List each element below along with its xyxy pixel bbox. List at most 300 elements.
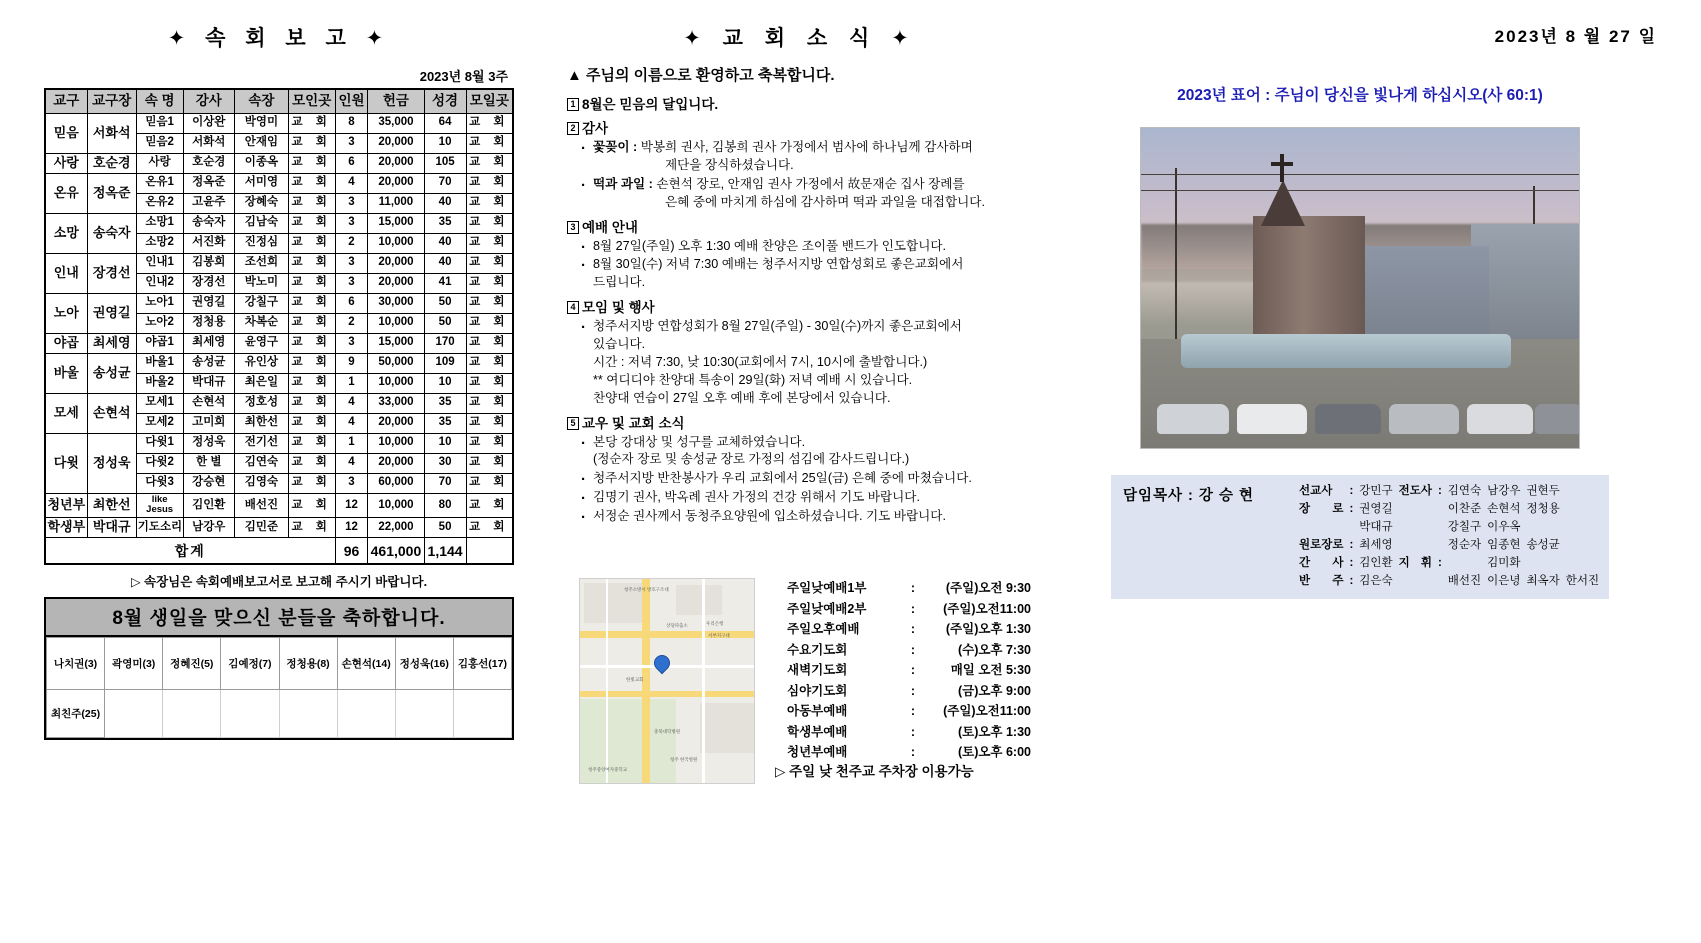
staff-colon-left: : (1349, 557, 1354, 569)
cell-next-place: 교 회 (466, 173, 513, 193)
cell-bible: 30 (424, 453, 466, 473)
cell-head: 박영미 (235, 113, 289, 133)
staff-role-right (1399, 518, 1438, 536)
parking-note: ▷ 주일 낮 천주교 주차장 이용가능 (775, 764, 974, 779)
table-row (45, 518, 513, 538)
col-header-2: 속 명 (136, 89, 183, 113)
table-row (45, 353, 513, 373)
cell-teacher: 정성욱 (183, 433, 234, 453)
cell-people: 2 (335, 233, 368, 253)
news-item-text: 본당 강대상 및 성구를 교체하였습니다. (593, 434, 806, 449)
cell-place: 교 회 (288, 433, 335, 453)
meeting-report-table (44, 88, 514, 565)
staff-name: 강민구 (1359, 485, 1393, 497)
cell-people: 6 (335, 153, 368, 173)
staff-name: 송성균 (1526, 539, 1560, 551)
cell-next-place: 교 회 (466, 413, 513, 433)
district-leader: 손현석 (87, 393, 136, 433)
cell-offering: 10,000 (368, 433, 424, 453)
cell-head: 안재임 (235, 133, 289, 153)
staff-row (1299, 572, 1605, 590)
cell-name: 기도소리 (136, 518, 183, 538)
district-leader: 정옥준 (87, 173, 136, 213)
col-header-1: 교구장 (87, 89, 136, 113)
cell-head: 진정심 (235, 233, 289, 253)
cell-teacher: 고미희 (183, 413, 234, 433)
cell-teacher: 강승현 (183, 473, 234, 493)
cell-teacher: 박대규 (183, 373, 234, 393)
cell-name: 노아2 (136, 313, 183, 333)
table-row (45, 173, 513, 193)
week-label: 2023년 8월 3주 (419, 69, 508, 84)
news-item-text: 김명기 권사, 박옥례 권사 가정의 건강 위해서 기도 바랍니다. (593, 490, 920, 505)
cell-teacher: 이상완 (183, 113, 234, 133)
year-motto: 2023년 표어 : 주님이 당신을 빛나게 하십시오(사 60:1) (1177, 87, 1543, 104)
cell-head: 유인상 (235, 353, 289, 373)
schedule-row (787, 599, 1031, 620)
district-name: 인내 (45, 253, 87, 293)
church-news-column (565, 22, 1035, 528)
section-heading-text: 8월은 믿음의 달입니다. (582, 97, 719, 112)
map-and-schedule-row (565, 570, 1035, 780)
cell-name: 다윗1 (136, 433, 183, 453)
schedule-row (787, 578, 1031, 599)
district-leader: 박대규 (87, 518, 136, 538)
news-item-extra: 찬양대 연습이 27일 오후 예배 후에 본당에서 있습니다. (593, 390, 891, 405)
cell-name: 온유2 (136, 193, 183, 213)
col-header-9: 모일곳 (466, 89, 513, 113)
schedule-colon: : (910, 704, 916, 718)
section-heading-text: 예배 안내 (582, 219, 638, 235)
cell-place: 교 회 (288, 413, 335, 433)
cell-offering: 20,000 (368, 453, 424, 473)
cell-people: 3 (335, 273, 368, 293)
cell-next-place: 교 회 (466, 518, 513, 538)
cell-people: 3 (335, 333, 368, 353)
cell-place: 교 회 (288, 453, 335, 473)
cell-name: 사랑 (136, 153, 183, 173)
cell-place: 교 회 (288, 333, 335, 353)
cell-offering: 30,000 (368, 293, 424, 313)
district-name: 모세 (45, 393, 87, 433)
cell-teacher: 송성균 (183, 353, 234, 373)
birthday-cell-empty (221, 689, 279, 737)
news-item-list (565, 318, 1035, 407)
total-people: 96 (335, 538, 368, 564)
cell-next-place: 교 회 (466, 273, 513, 293)
staff-colon-right (1438, 536, 1448, 554)
cell-next-place: 교 회 (466, 213, 513, 233)
district-name: 믿음 (45, 113, 87, 153)
schedule-time: (토)오후 6:00 (957, 745, 1031, 759)
col-header-4: 속장 (235, 89, 289, 113)
district-name: 바울 (45, 353, 87, 393)
cell-people: 12 (335, 518, 368, 538)
cell-offering: 20,000 (368, 253, 424, 273)
staff-role-right: 전도사 (1398, 485, 1432, 497)
cell-offering: 15,000 (368, 213, 424, 233)
cell-offering: 15,000 (368, 333, 424, 353)
schedule-service-name: 주일낮예배2부 (787, 601, 867, 616)
church-location-map[interactable]: 청주소방서 방호구조대 상당파출소 우리은행 서부지구대 한빛교회 충북대학병원 청주 한국병원 청주중앙여자중학교 (579, 578, 755, 784)
staff-name: 강칠구 (1447, 521, 1482, 533)
report-note: ▷ 속장님은 속회예배보고서로 보고해 주시기 바랍니다. (130, 574, 428, 589)
staff-name (1566, 536, 1605, 554)
cell-name: 바울1 (136, 353, 183, 373)
cell-offering: 20,000 (368, 153, 424, 173)
cell-bible: 50 (424, 313, 466, 333)
section-number-box: 4 (567, 301, 579, 314)
schedule-colon: : (910, 581, 916, 595)
cell-people: 6 (335, 293, 368, 313)
cell-offering: 50,000 (368, 353, 424, 373)
cell-place: 교 회 (288, 273, 335, 293)
cell-next-place: 교 회 (466, 253, 513, 273)
table-header-row (45, 89, 513, 113)
news-item-text: 청주서지방 연합성회가 8월 27일(주일) - 30일(수)까지 좋은교회에서 (593, 319, 962, 334)
cell-people: 3 (335, 133, 368, 153)
staff-name: 정청용 (1526, 503, 1560, 515)
cell-head: 장혜숙 (235, 193, 289, 213)
cell-next-place: 교 회 (466, 153, 513, 173)
cell-head: 김남숙 (235, 213, 289, 233)
table-row (45, 393, 513, 413)
schedule-row (787, 722, 1031, 743)
cell-people: 3 (335, 193, 368, 213)
col-header-7: 헌금 (368, 89, 424, 113)
cell-name: 인내2 (136, 273, 183, 293)
cell-offering: 10,000 (368, 493, 424, 518)
cell-teacher: 김인환 (183, 493, 234, 518)
staff-colon-right: : (1437, 485, 1442, 497)
birthday-cell-empty (163, 689, 221, 737)
cell-head: 김연숙 (235, 453, 289, 473)
schedule-service-name: 아동부예배 (787, 704, 848, 718)
news-item-continuation: 제단을 장식하셨습니다. (665, 157, 794, 172)
news-item-text: 박봉희 권사, 김봉희 권사 가정에서 범사에 하나님께 감사하며 (637, 140, 973, 154)
birthday-cell: 김홍선(17) (453, 637, 511, 689)
cell-bible: 80 (424, 493, 466, 518)
map-pin-icon (651, 652, 674, 675)
news-item-continuation: 드립니다. (593, 275, 646, 290)
news-section-heading (567, 93, 1035, 113)
section-number-box: 2 (567, 122, 579, 135)
staff-colon-left: : (1349, 575, 1354, 587)
cell-bible: 35 (424, 213, 466, 233)
cell-people: 4 (335, 413, 368, 433)
cell-place: 교 회 (288, 518, 335, 538)
cell-bible: 10 (424, 373, 466, 393)
cell-teacher: 한 별 (183, 453, 234, 473)
staff-name: 박대규 (1359, 521, 1393, 533)
staff-name (1526, 518, 1565, 536)
section-heading-text: 모임 및 행사 (582, 300, 655, 316)
cell-next-place: 교 회 (466, 313, 513, 333)
birthday-header: 8월 생일을 맞으신 분들을 축하합니다. (46, 599, 512, 637)
district-leader: 서화석 (87, 113, 136, 153)
cell-place: 교 회 (288, 173, 335, 193)
cell-bible: 50 (424, 293, 466, 313)
news-item-continuation: (정순자 장로 및 송성균 장로 가정의 섬김에 감사드립니다.) (593, 452, 910, 467)
cell-bible: 40 (424, 233, 466, 253)
news-item-extra: ** 여디디야 찬양대 특송이 29일(화) 저녁 예배 시 있습니다. (593, 372, 913, 387)
cell-bible: 109 (424, 353, 466, 373)
right-column (1055, 22, 1665, 599)
cell-next-place: 교 회 (466, 293, 513, 313)
cell-people: 3 (335, 473, 368, 493)
cell-head: 서미영 (235, 173, 289, 193)
cell-teacher: 정청용 (183, 313, 234, 333)
schedule-row (787, 660, 1031, 681)
staff-name (1526, 554, 1565, 572)
news-item-text: 손현석 장로, 안재임 권사 가정에서 故문재순 집사 장례를 (652, 176, 965, 191)
staff-name (1566, 554, 1605, 572)
birthday-cell: 곽영미(3) (105, 637, 163, 689)
cell-bible: 105 (424, 153, 466, 173)
schedule-row (787, 701, 1031, 722)
birthday-cell: 정성욱(16) (395, 637, 453, 689)
birthday-cell-empty (337, 689, 395, 737)
district-leader: 송성균 (87, 353, 136, 393)
cell-next-place: 교 회 (466, 233, 513, 253)
staff-role-left: 장 로 (1299, 503, 1344, 515)
cell-head: 배선진 (235, 493, 289, 518)
cell-teacher: 호순경 (183, 153, 234, 173)
schedule-time: (주일)오후 1:30 (945, 622, 1031, 636)
district-name: 온유 (45, 173, 87, 213)
total-bible: 1,144 (424, 538, 466, 564)
cell-bible: 50 (424, 518, 466, 538)
cell-people: 12 (335, 493, 368, 518)
schedule-colon: : (910, 622, 916, 636)
staff-colon-left: : (1349, 539, 1354, 551)
cell-place: 교 회 (288, 253, 335, 273)
schedule-time: (주일)오전11:00 (943, 704, 1031, 718)
district-name: 사랑 (45, 153, 87, 173)
cell-name: 다윗2 (136, 453, 183, 473)
staff-name: 김미화 (1487, 557, 1521, 569)
cell-next-place: 교 회 (466, 333, 513, 353)
schedule-row (787, 681, 1031, 702)
cell-bible: 10 (424, 433, 466, 453)
staff-role-right (1399, 536, 1438, 554)
cell-teacher: 최세영 (183, 333, 234, 353)
schedule-time: (주일)오전 9:30 (945, 581, 1031, 595)
cell-bible: 35 (424, 393, 466, 413)
cell-bible: 70 (424, 473, 466, 493)
cell-head: 최은일 (235, 373, 289, 393)
staff-colon-right (1438, 572, 1448, 590)
cell-name: 인내1 (136, 253, 183, 273)
news-item (581, 176, 1035, 212)
cell-head: 윤영구 (235, 333, 289, 353)
cell-people: 2 (335, 313, 368, 333)
news-item (581, 489, 1035, 507)
birthday-section (44, 597, 514, 740)
section-heading-text: 감사 (582, 121, 609, 136)
news-body (565, 93, 1035, 526)
cell-people: 8 (335, 113, 368, 133)
news-section-heading (567, 412, 1035, 432)
cell-name: 믿음2 (136, 133, 183, 153)
cell-name: 다윗3 (136, 473, 183, 493)
col-header-3: 강사 (183, 89, 234, 113)
section-number-box: 1 (567, 98, 579, 111)
schedule-service-name: 수요기도회 (787, 642, 848, 657)
staff-colon-left (1349, 518, 1359, 536)
cell-head: 강칠구 (235, 293, 289, 313)
cell-next-place: 교 회 (466, 493, 513, 518)
cell-head: 최한선 (235, 413, 289, 433)
news-item (581, 318, 1035, 407)
news-item-text: 청주서지방 반찬봉사가 우리 교회에서 25일(금) 은혜 중에 마쳤습니다. (593, 471, 972, 486)
cell-people: 3 (335, 253, 368, 273)
staff-role-left (1299, 518, 1349, 536)
cell-next-place: 교 회 (466, 193, 513, 213)
schedule-time: (금)오후 9:00 (957, 683, 1031, 698)
senior-pastor-label: 담임목사 : 강 승 현 (1123, 488, 1254, 504)
district-leader: 송숙자 (87, 213, 136, 253)
cell-people: 4 (335, 173, 368, 193)
cell-next-place: 교 회 (466, 353, 513, 373)
news-item (581, 434, 1035, 470)
staff-role-left: 간 사 (1299, 557, 1344, 569)
cell-next-place: 교 회 (466, 433, 513, 453)
cell-place: 교 회 (288, 393, 335, 413)
staff-name: 임종현 (1487, 539, 1521, 551)
birthday-row (47, 637, 512, 689)
schedule-time: (토)오후 1:30 (957, 724, 1031, 739)
cell-bible: 41 (424, 273, 466, 293)
district-name: 학생부 (45, 518, 87, 538)
cell-offering: 22,000 (368, 518, 424, 538)
schedule-service-name: 주일낮예배1부 (787, 581, 867, 595)
cell-head: 김영숙 (235, 473, 289, 493)
staff-name: 손현석 (1487, 503, 1521, 515)
cell-head: 박노미 (235, 273, 289, 293)
staff-role-left: 선교사 (1299, 485, 1333, 497)
news-item-extra: 시간 : 저녁 7:30, 낮 10:30(교회에서 7시, 10시에 출발합니다.) (593, 354, 928, 369)
schedule-colon: : (910, 724, 916, 739)
cell-bible: 10 (424, 133, 466, 153)
cell-name: 모세1 (136, 393, 183, 413)
district-name: 야곱 (45, 333, 87, 353)
cell-head: 조선희 (235, 253, 289, 273)
news-item-text: 서정순 권사께서 동청주요양원에 입소하셨습니다. 기도 바랍니다. (593, 509, 946, 523)
col-header-0: 교구 (45, 89, 87, 113)
staff-name (1566, 482, 1605, 500)
cell-head: 전기선 (235, 433, 289, 453)
news-item-label: 꽃꽂이 : (593, 140, 638, 154)
col-header-8: 성경 (424, 89, 466, 113)
cell-teacher: 서화석 (183, 133, 234, 153)
birthday-cell: 정혜진(5) (163, 637, 221, 689)
district-leader: 권영길 (87, 293, 136, 333)
schedule-service-name: 새벽기도회 (787, 663, 848, 677)
staff-name: 이은녕 (1487, 575, 1521, 587)
cell-offering: 20,000 (368, 173, 424, 193)
cell-offering: 60,000 (368, 473, 424, 493)
birthday-cell: 김예정(7) (221, 637, 279, 689)
schedule-row (787, 619, 1031, 640)
total-offer: 461,000 (368, 538, 424, 564)
cell-people: 1 (335, 373, 368, 393)
staff-row (1299, 518, 1605, 536)
news-item (581, 238, 1035, 256)
worship-schedule-table (787, 578, 1031, 763)
cell-offering: 10,000 (368, 373, 424, 393)
cell-teacher: 남강우 (183, 518, 234, 538)
staff-row (1299, 500, 1605, 518)
cell-place: 교 회 (288, 493, 335, 518)
cell-bible: 64 (424, 113, 466, 133)
cell-offering: 10,000 (368, 313, 424, 333)
schedule-service-name: 심야기도회 (787, 683, 848, 698)
news-item-list (565, 238, 1035, 293)
schedule-service-name: 청년부예배 (787, 745, 848, 759)
cell-bible: 40 (424, 193, 466, 213)
schedule-colon: : (910, 601, 916, 616)
staff-name (1566, 518, 1605, 536)
staff-name: 권현두 (1526, 485, 1560, 497)
staff-name: 김연숙 (1447, 485, 1482, 497)
district-leader: 정성욱 (87, 433, 136, 493)
bulletin-date: 2023년 8 월 27 일 (1494, 27, 1657, 46)
cell-offering: 20,000 (368, 273, 424, 293)
news-section-heading (567, 296, 1035, 316)
birthday-table (46, 637, 512, 738)
cell-bible: 70 (424, 173, 466, 193)
cell-teacher: 송숙자 (183, 213, 234, 233)
cell-name: 믿음1 (136, 113, 183, 133)
birthday-cell: 최친주(25) (47, 689, 105, 737)
news-item-list (565, 139, 1035, 212)
staff-table (1299, 482, 1605, 590)
table-row (45, 153, 513, 173)
birthday-cell: 정청용(8) (279, 637, 337, 689)
news-section-heading (567, 216, 1035, 236)
total-next (466, 538, 513, 564)
cell-place: 교 회 (288, 293, 335, 313)
cell-next-place: 교 회 (466, 133, 513, 153)
table-row (45, 433, 513, 453)
cell-offering: 11,000 (368, 193, 424, 213)
cell-next-place: 교 회 (466, 453, 513, 473)
cell-head: 이종옥 (235, 153, 289, 173)
staff-name: 한서진 (1565, 575, 1600, 587)
news-item-list (565, 434, 1035, 526)
cell-teacher: 정옥준 (183, 173, 234, 193)
schedule-service-name: 학생부예배 (787, 724, 848, 739)
staff-name: 남강우 (1487, 485, 1521, 497)
cell-offering: 20,000 (368, 413, 424, 433)
section-number-box: 3 (567, 221, 579, 234)
staff-name: 이찬준 (1447, 503, 1482, 515)
schedule-time: 매일 오전 5:30 (950, 663, 1031, 677)
schedule-colon: : (910, 663, 916, 677)
news-item-text: 8월 30일(수) 저녁 7:30 예배는 청주서지방 연합성회로 좋은교회에서 (593, 257, 964, 272)
table-row (45, 333, 513, 353)
cell-teacher: 손현석 (183, 393, 234, 413)
cell-people: 3 (335, 213, 368, 233)
staff-role-right: 지 휘 (1398, 557, 1432, 569)
district-name: 노아 (45, 293, 87, 333)
staff-name: 배선진 (1447, 575, 1482, 587)
staff-role-left: 원로장로 (1299, 539, 1344, 551)
schedule-time: (수)오후 7:30 (957, 642, 1031, 657)
birthday-cell-empty (279, 689, 337, 737)
news-item-label: 떡과 과일 : (593, 176, 653, 191)
